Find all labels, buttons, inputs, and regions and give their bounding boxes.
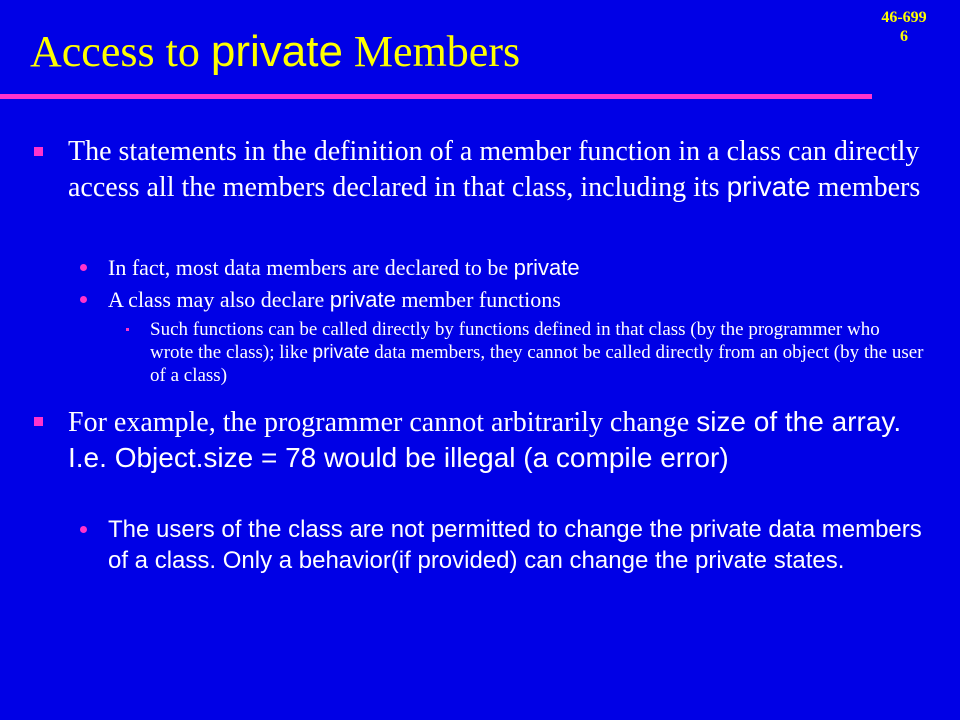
- bullet-dot-icon: [80, 264, 87, 271]
- slide-title: [30, 28, 520, 76]
- bullet-1-2-text-c: member functions: [395, 287, 561, 312]
- page-number: 6: [900, 28, 908, 46]
- bullet-2-text: [68, 404, 938, 476]
- bullet-2-text-a: For example, the programmer cannot arbitrarily change: [68, 407, 697, 438]
- bullet-1-1-text: [108, 254, 938, 281]
- bullet-1-2-1-text: [150, 318, 926, 387]
- bullet-1-2-1-code-word: private: [312, 342, 370, 363]
- bullet-2-1: [78, 514, 938, 576]
- title-code-word: private: [210, 27, 343, 76]
- bullet-1-1: [78, 254, 938, 281]
- bullet-1-2-1-text-a: Such functions can be called directly by functions defined in that class (by the programmer who wrote the class); like: [150, 319, 880, 363]
- bullet-dot-icon: [80, 526, 87, 533]
- bullet-1-2-1-text-c: data members, they cannot be called directly from an object (by the user of a class): [150, 342, 924, 386]
- bullet-2-1-text: The users of the class are not permitted to change the private data members of a class. Only a behavior(if provided) can change the private states.: [108, 516, 922, 574]
- bullet-2-text-b: size of the array. I.e. Object.size = 78 would be illegal (a compile error): [68, 406, 902, 473]
- title-divider: [0, 94, 872, 99]
- slide-number: [864, 8, 944, 46]
- bullet-square-icon: [34, 417, 43, 426]
- bullet-1-text-a: The statements in the definition of a member function in a class can directly access all the members declared in that class, including its: [68, 136, 920, 203]
- bullet-1-2-1: [126, 318, 926, 387]
- title-text-part3: Members: [342, 27, 521, 76]
- bullet-1-2-code-word: private: [329, 287, 396, 312]
- bullet-1-1-code-word: private: [513, 255, 580, 280]
- bullet-1-1-text-a: In fact, most data members are declared to be: [108, 255, 514, 280]
- bullet-dot-icon: [80, 296, 87, 303]
- bullet-1-2: [78, 286, 938, 313]
- title-text-part1: Access to: [30, 27, 211, 76]
- bullet-square-icon: [34, 147, 43, 156]
- course-number: 46-699: [881, 9, 927, 26]
- bullet-1-text: [68, 134, 938, 205]
- bullet-1-text-c: members: [810, 172, 921, 203]
- bullet-1-2-text: [108, 286, 938, 313]
- bullet-small-square-icon: [126, 328, 129, 331]
- bullet-1-2-text-a: A class may also declare: [108, 287, 330, 312]
- bullet-1-code-word: private: [726, 171, 811, 202]
- bullet-2: [28, 404, 938, 476]
- bullet-1: [28, 134, 938, 205]
